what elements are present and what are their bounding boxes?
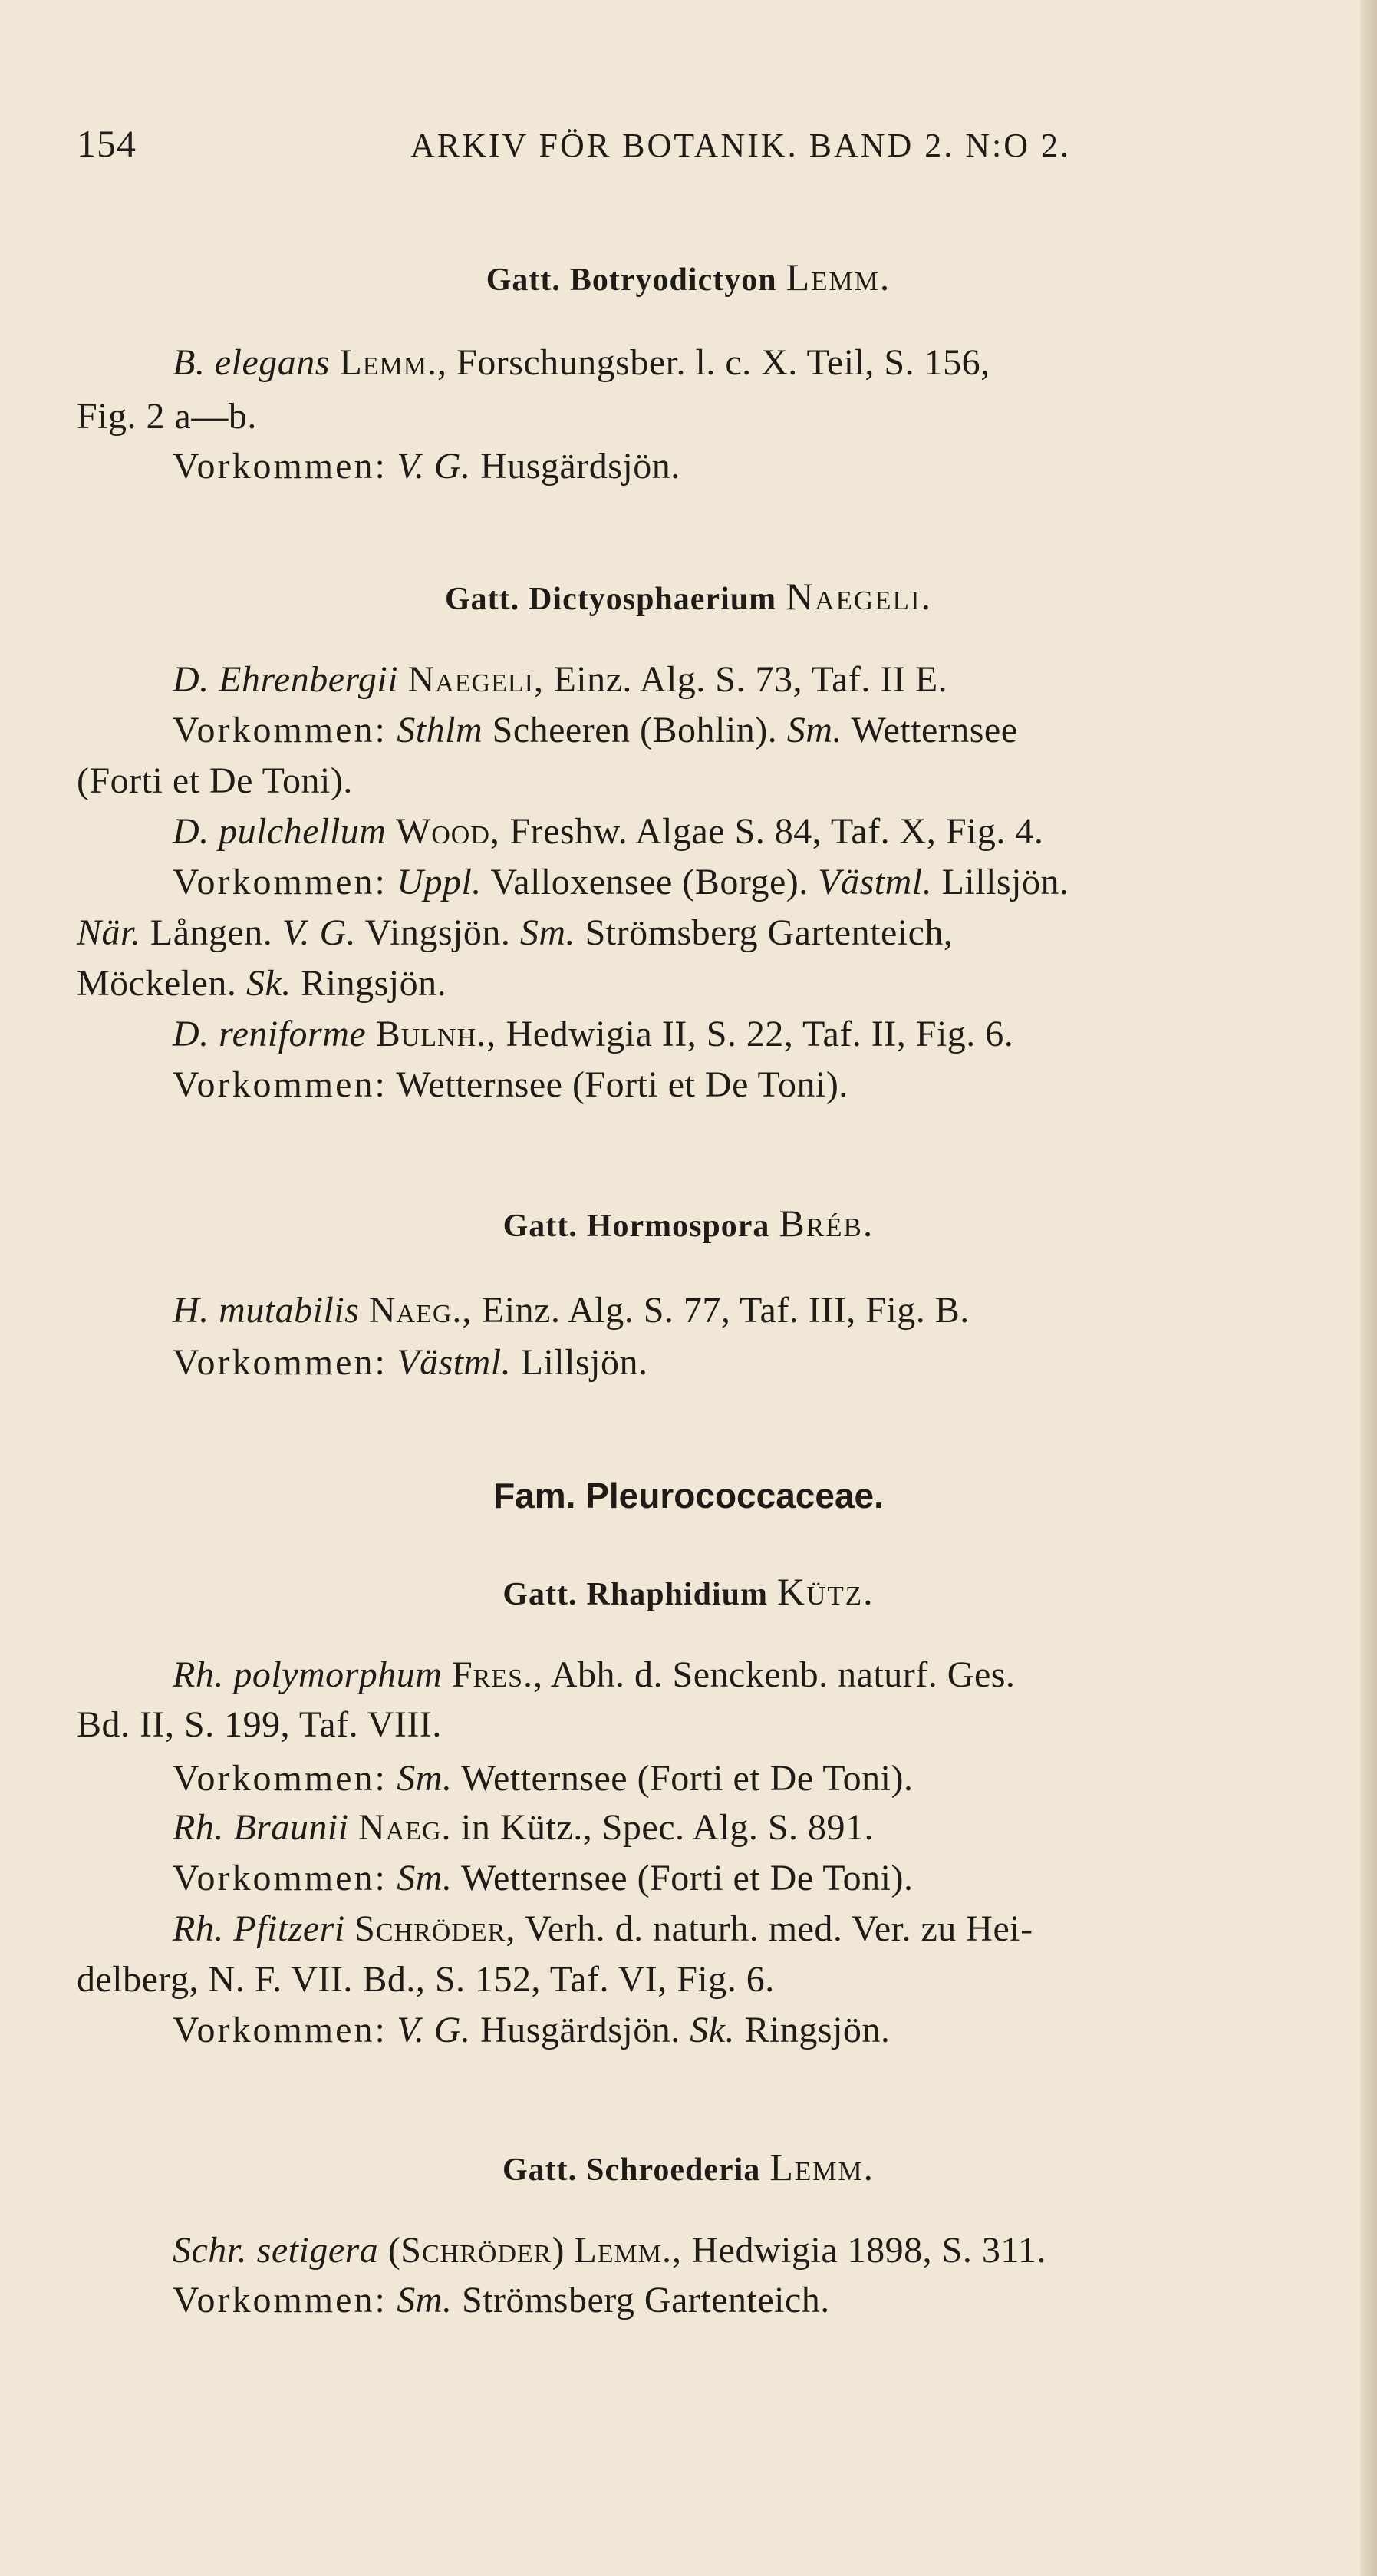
occurrence-line: Vorkommen: Sm. Wetternsee (Forti et De Toni). — [173, 1858, 914, 1898]
species-entry: Rh. polymorphum Fres., Abh. d. Senckenb. naturf. Ges. — [173, 1654, 1016, 1695]
genus-heading-schroederia: Gatt. Schroederia Lemm. — [502, 2146, 875, 2188]
species-entry: Rh. Pfitzeri Schröder, Verh. d. naturh. med. Ver. zu Hei- — [173, 1908, 1033, 1949]
running-title: ARKIV FÖR BOTANIK. BAND 2. N:O 2. — [410, 127, 1072, 164]
running-header — [77, 121, 1273, 167]
species-entry: D. reniforme Bulnh., Hedwigia II, S. 22, Taf. II, Fig. 6. — [173, 1014, 1014, 1054]
occurrence-line: Vorkommen: Sthlm Scheeren (Bohlin). Sm. Wetternsee — [173, 710, 1018, 750]
text-line: Bd. II, S. 199, Taf. VIII. — [77, 1704, 442, 1745]
occurrence-line: Vorkommen: Sm. Wetternsee (Forti et De Toni). — [173, 1758, 914, 1799]
family-heading: Fam. Pleurococcaceae. — [493, 1476, 884, 1516]
occurrence-line: Vorkommen: Uppl. Valloxensee (Borge). Västml. Lillsjön. — [173, 862, 1069, 902]
text-line: Fig. 2 a—b. — [77, 396, 257, 437]
occurrence-line: Vorkommen: Sm. Strömsberg Gartenteich. — [173, 2280, 830, 2320]
occurrence-line: Möckelen. Sk. Ringsjön. — [77, 963, 447, 1004]
text-line: (Forti et De Toni). — [77, 760, 353, 801]
genus-heading-hormospora: Gatt. Hormospora Bréb. — [502, 1202, 875, 1245]
occurrence-line: Vorkommen: Wetternsee (Forti et De Toni). — [173, 1064, 848, 1105]
occurrence-line: Vorkommen: V. G. Husgärdsjön. Sk. Ringsjön. — [173, 2010, 891, 2050]
occurrence-line: När. Lången. V. G. Vingsjön. Sm. Strömsberg Gartenteich, — [77, 912, 954, 953]
occurrence-line: Vorkommen: V. G. Husgärdsjön. — [173, 446, 680, 487]
species-entry: B. elegans Lemm., Forschungsber. l. c. X. Teil, S. 156, — [173, 342, 990, 383]
genus-heading-dictyosphaerium: Gatt. Dictyosphaerium Naegeli. — [444, 575, 933, 618]
species-entry: H. mutabilis Naeg., Einz. Alg. S. 77, Taf. III, Fig. B. — [173, 1290, 970, 1331]
species-entry: D. Ehrenbergii Naegeli, Einz. Alg. S. 73, Taf. II E. — [173, 659, 948, 700]
text-line: delberg, N. F. VII. Bd., S. 152, Taf. VI, Fig. 6. — [77, 1959, 775, 2000]
species-entry: Rh. Braunii Naeg. in Kütz., Spec. Alg. S. 891. — [173, 1807, 875, 1848]
genus-heading-botryodictyon: Gatt. Botryodictyon Lemm. — [486, 256, 891, 298]
genus-heading-rhaphidium: Gatt. Rhaphidium Kütz. — [502, 1570, 875, 1613]
species-entry: D. pulchellum Wood, Freshw. Algae S. 84, Taf. X, Fig. 4. — [173, 811, 1044, 852]
species-entry: Schr. setigera (Schröder) Lemm., Hedwigia 1898, S. 311. — [173, 2230, 1047, 2271]
page-number: 154 — [77, 122, 137, 165]
occurrence-line: Vorkommen: Västml. Lillsjön. — [173, 1342, 648, 1383]
